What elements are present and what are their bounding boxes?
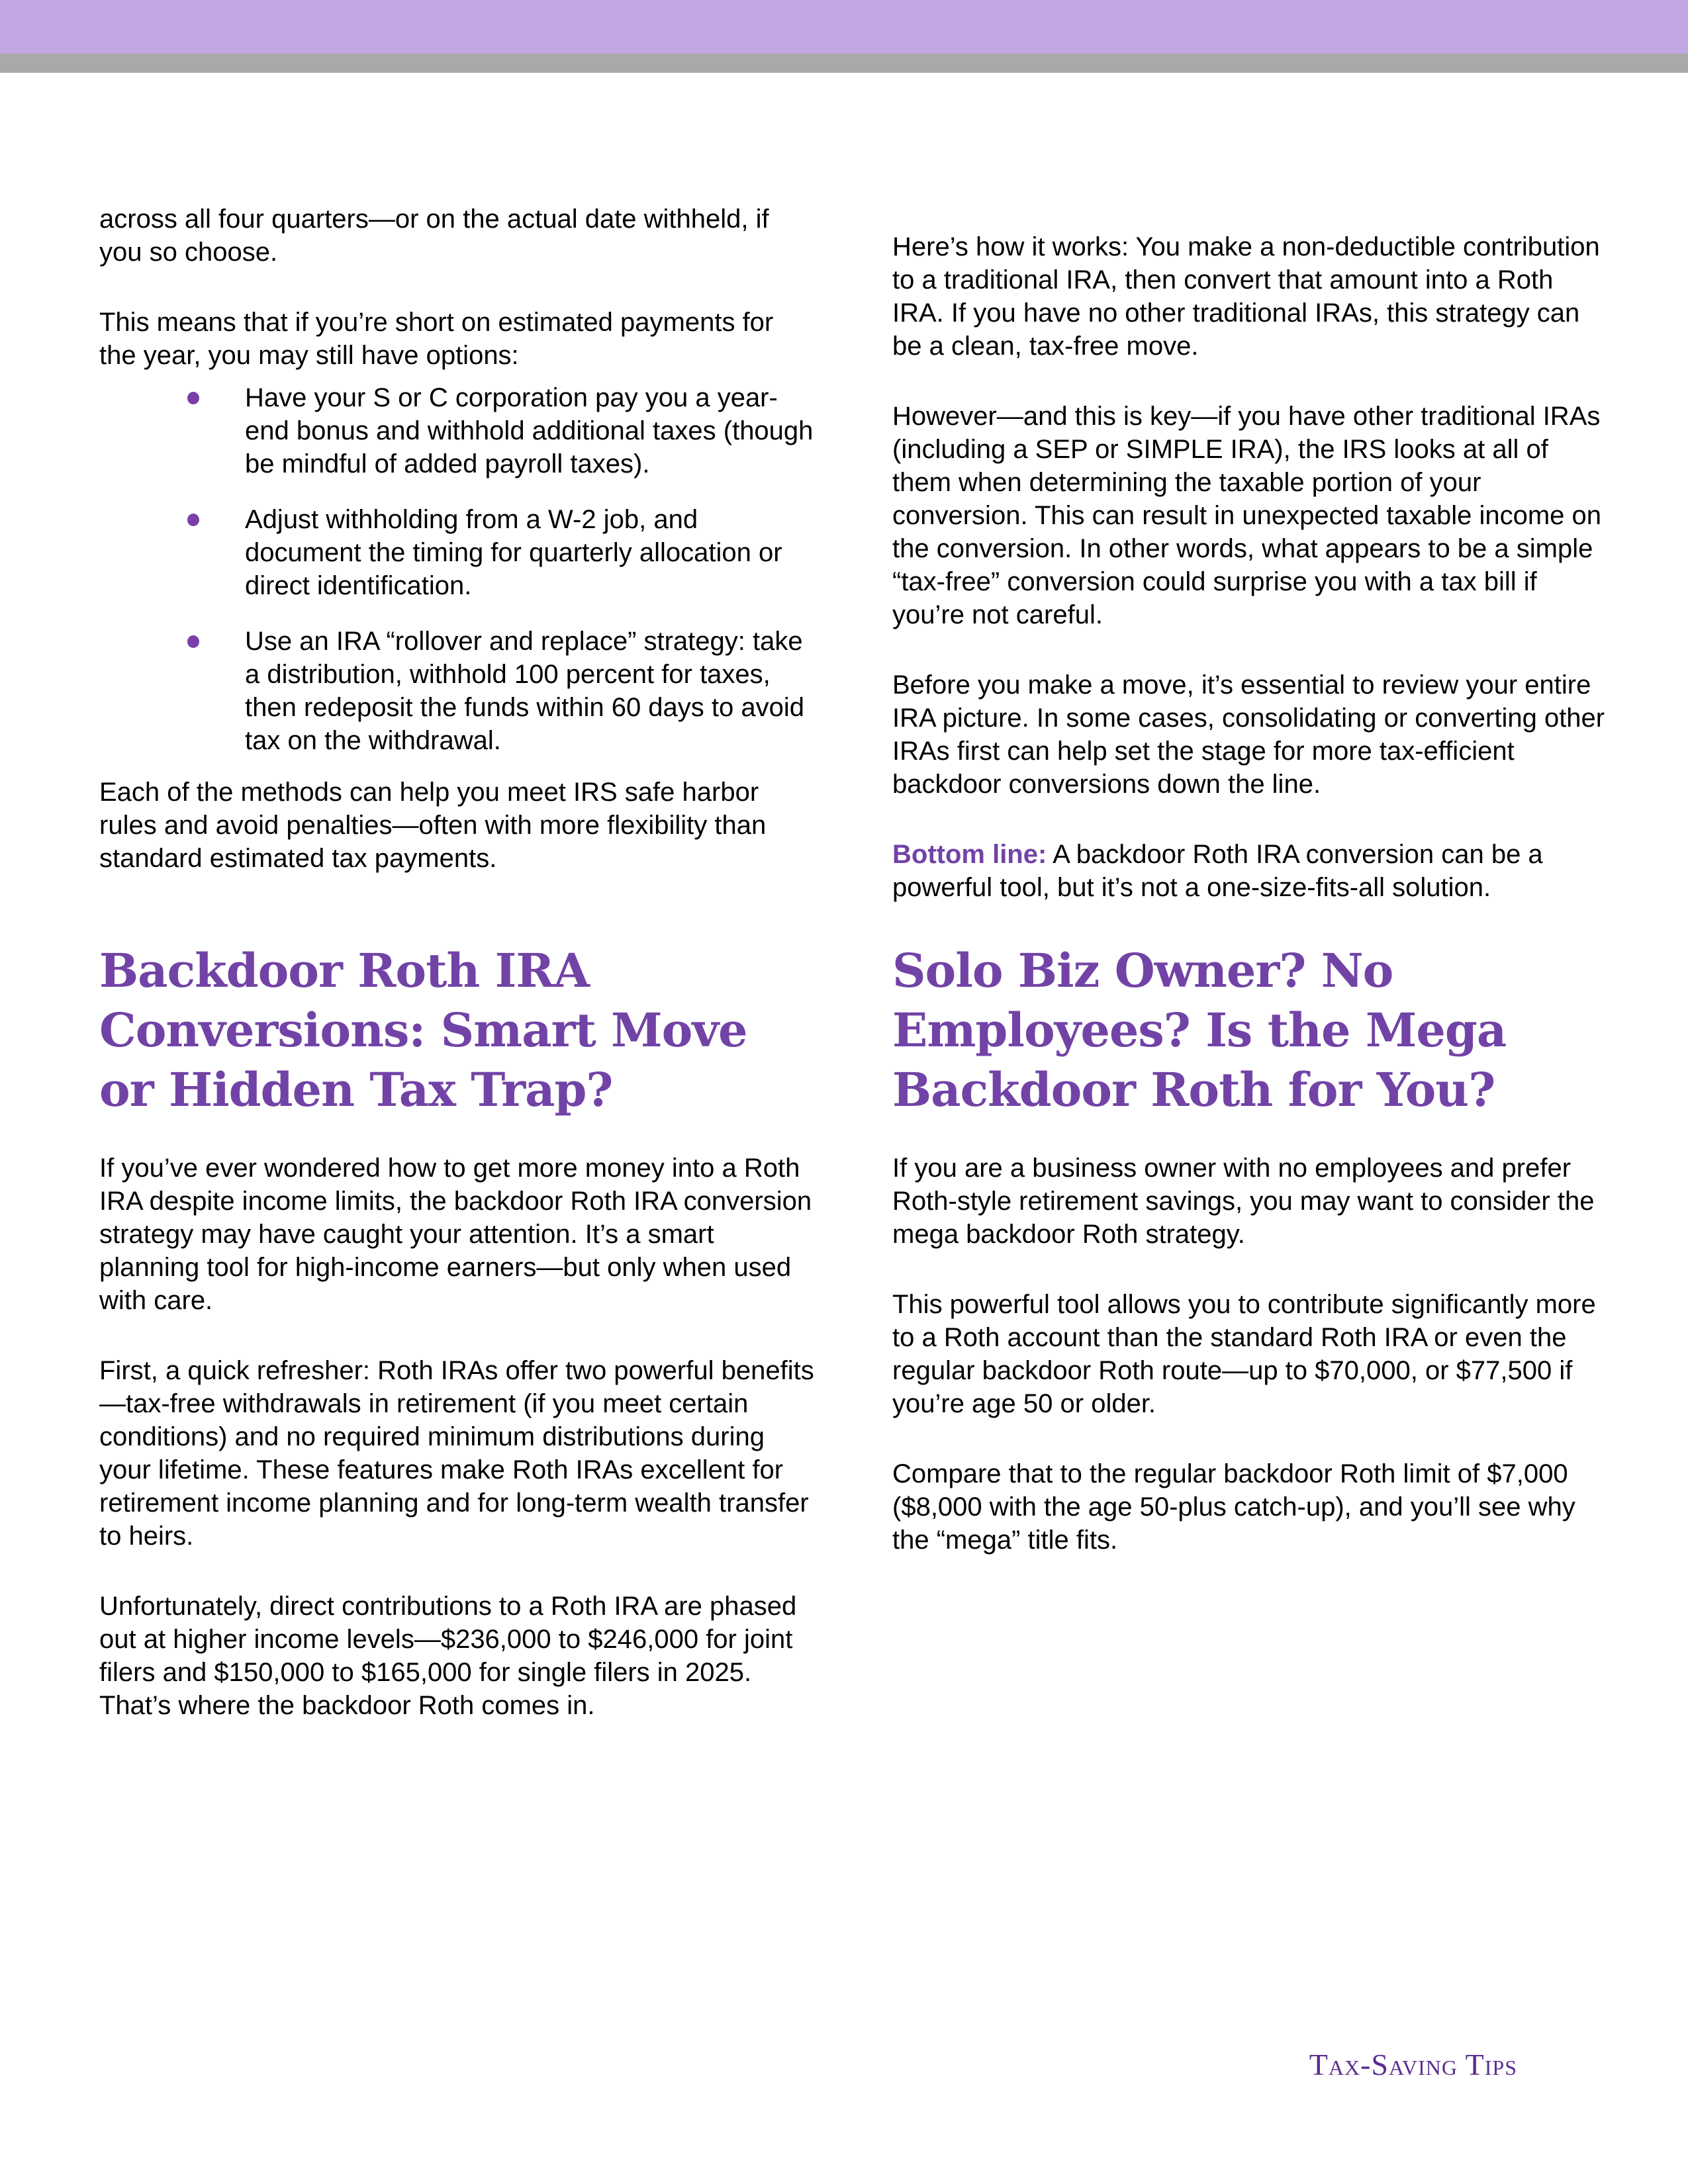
list-item-text: Adjust withholding from a W-2 job, and document the timing for quarterly allocation or direct identification. bbox=[245, 505, 782, 600]
bottom-line-text: A backdoor Roth IRA conversion can be a powerful tool, but it’s not a one-size-fits-all solution. bbox=[892, 840, 1543, 902]
paragraph-before-move: Before you make a move, it’s essential to review your entire IRA picture. In some cases, consolidating or converting other IRAs first can help set the stage for more tax-efficient backdoor conversions down the line. bbox=[892, 670, 1605, 799]
paragraph-options-intro: This means that if you’re short on estimated payments for the year, you may still have options: bbox=[99, 308, 774, 370]
paragraph-compare: Compare that to the regular backdoor Roth limit of $7,000 ($8,000 with the age 50-plus catch-up), and you’ll see why the “mega” title fits. bbox=[892, 1459, 1575, 1555]
heading-line: or Hidden Tax Trap? bbox=[99, 1062, 613, 1117]
paragraph-continuation: across all four quarters—or on the actual date withheld, if you so choose. bbox=[99, 205, 769, 267]
paragraph-however: However—and this is key—if you have other traditional IRAs (including a SEP or SIMPLE IRA), the IRS looks at all of them when determining the taxable portion of your conversion. This can result in unexpected taxable income on the conversion. In other words, what appears to be a simple “tax-free” conversion could surprise you with a tax bill if you’re not careful. bbox=[892, 402, 1601, 629]
paragraph-refresher: First, a quick refresher: Roth IRAs offer two powerful benefits—tax-free withdrawals in retirement (if you meet certain conditions) and no required minimum distributions during your lifetime. These features make Roth IRAs excellent for retirement income planning and for long-term wealth transfer to heirs. bbox=[99, 1356, 814, 1551]
bullet-icon bbox=[187, 392, 199, 404]
top-accent-bar bbox=[0, 0, 1688, 54]
options-bullet-list bbox=[99, 381, 816, 757]
paragraph-how-it-works: Here’s how it works: You make a non-deductible contribution to a traditional IRA, then convert that amount into a Roth IRA. If you have no other traditional IRAs, this strategy can be a clean, tax-free move. bbox=[892, 232, 1600, 361]
bullet-icon bbox=[187, 635, 199, 648]
section-heading-mega-backdoor bbox=[892, 941, 1609, 1120]
heading-line: Solo Biz Owner? No bbox=[892, 943, 1393, 998]
header-rule-bar bbox=[0, 54, 1688, 73]
list-item-text: Have your S or C corporation pay you a year-end bonus and withhold additional taxes (though be mindful of added payroll taxes). bbox=[245, 383, 814, 478]
paragraph-phaseout: Unfortunately, direct contributions to a Roth IRA are phased out at higher income levels—$236,000 to $246,000 for joint filers and $150,000 to $165,000 for single filers in 2025. That’s where the backdoor Roth comes in. bbox=[99, 1592, 797, 1720]
list-item-text: Use an IRA “rollover and replace” strategy: take a distribution, withhold 100 percent for taxes, then redeposit the funds within 60 days to avoid tax on the withdrawal. bbox=[245, 627, 804, 755]
left-column bbox=[99, 73, 816, 1759]
paragraph-bottom-line bbox=[892, 838, 1609, 904]
heading-line: Employees? Is the Mega bbox=[892, 1003, 1507, 1058]
page-content bbox=[99, 73, 1610, 1759]
right-column bbox=[892, 73, 1609, 1759]
heading-line: Conversions: Smart Move bbox=[99, 1003, 747, 1058]
heading-line: Backdoor Roth for You? bbox=[892, 1062, 1495, 1117]
paragraph-contribute: This powerful tool allows you to contribute significantly more to a Roth account than the standard Roth IRA or even the regular backdoor Roth route—up to $70,000, or $77,500 if you’re age 50 or older. bbox=[892, 1290, 1596, 1418]
bottom-line-label: Bottom line: bbox=[892, 840, 1047, 869]
section-heading-backdoor-roth bbox=[99, 941, 816, 1120]
paragraph-safe-harbor: Each of the methods can help you meet IRS safe harbor rules and avoid penalties—often with more flexibility than standard estimated tax payments. bbox=[99, 778, 767, 873]
list-item bbox=[99, 625, 816, 757]
list-item bbox=[99, 503, 816, 602]
list-item bbox=[99, 381, 816, 480]
footer-tagline: Tax-Saving Tips bbox=[1309, 2048, 1517, 2081]
paragraph-biz-owner: If you are a business owner with no employees and prefer Roth-style retirement savings, you may want to consider the mega backdoor Roth strategy. bbox=[892, 1154, 1595, 1249]
heading-line: Backdoor Roth IRA bbox=[99, 943, 589, 998]
bullet-icon bbox=[187, 514, 199, 526]
paragraph-wondered: If you’ve ever wondered how to get more money into a Roth IRA despite income limits, the backdoor Roth IRA conversion strategy may have caught your attention. It’s a smart planning tool for high-income earners—but only when used with care. bbox=[99, 1154, 812, 1315]
